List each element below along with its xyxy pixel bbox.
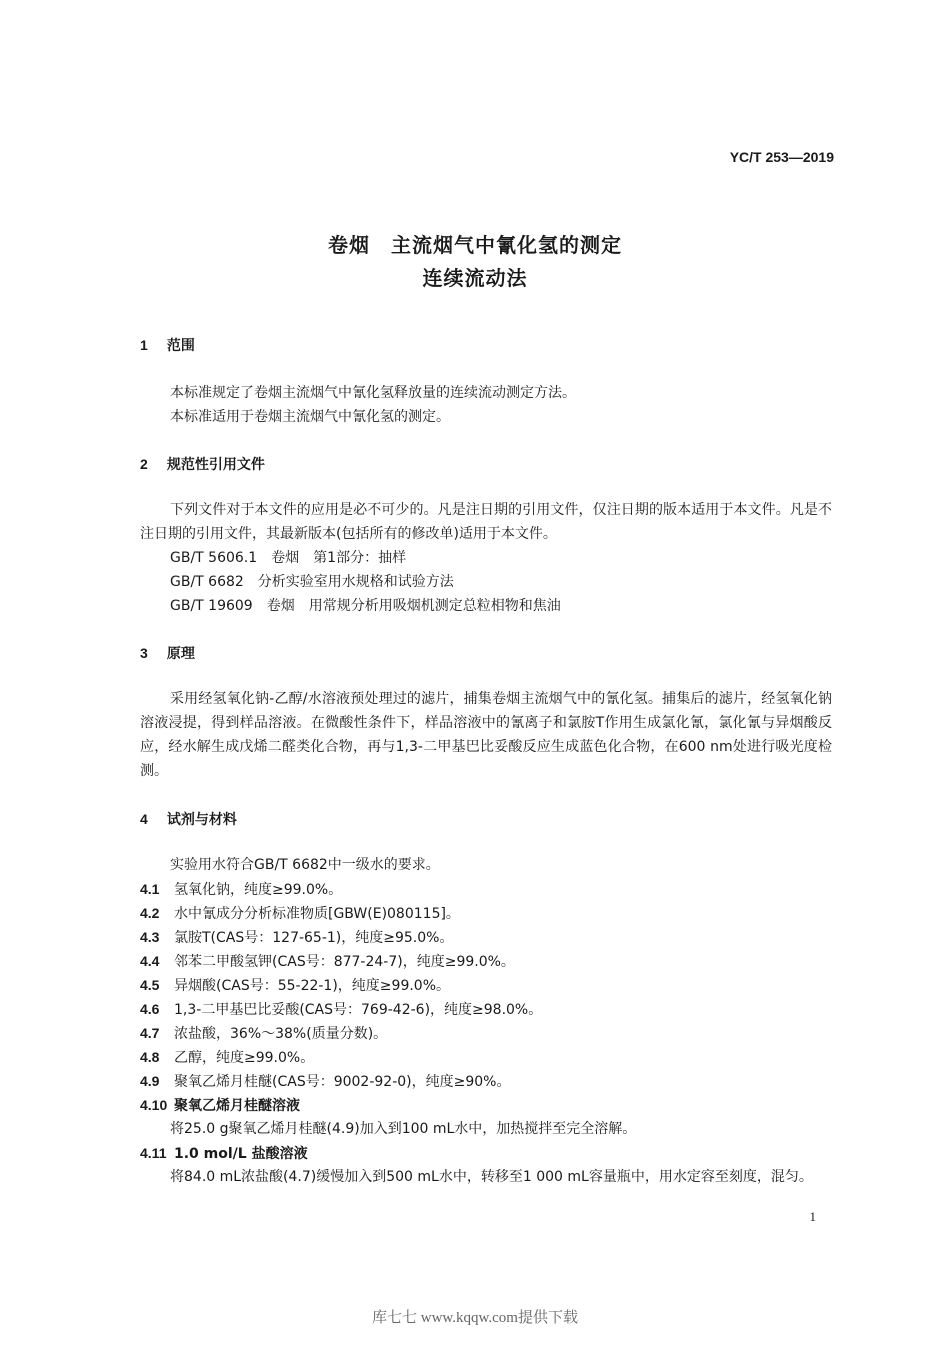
item-text: 氢氧化钠，纯度≥99.0%。 [174,882,343,898]
item-number: 4.10 [140,1097,168,1113]
section-title: 范围 [166,338,195,354]
scope-paragraph-2: 本标准适用于卷烟主流烟气中氰化氢的测定。 [170,409,450,425]
reagent-item [140,901,460,926]
reagent-item [140,949,515,974]
page-number: 1 [809,1209,816,1224]
section-1-heading [140,335,195,355]
reagent-item [140,1045,314,1070]
item-text: 氯胺T(CAS号：127-65-1)，纯度≥95.0%。 [174,930,454,946]
reference-item: GB/T 5606.1 卷烟 第1部分：抽样 [170,550,407,566]
section-title: 规范性引用文件 [166,457,265,473]
reagent-item [140,925,453,950]
reagents-intro: 实验用水符合GB/T 6682中一级水的要求。 [170,857,440,873]
item-number: 4.11 [140,1145,167,1161]
reagent-subheading [140,1093,300,1118]
download-watermark[interactable]: 库七七 www.kqqw.com提供下载 [372,1310,578,1326]
section-number: 4 [140,811,148,827]
item-number: 4.5 [140,977,160,993]
title-line-2: 连续流动法 [422,266,528,290]
section-number: 2 [140,456,148,472]
preparation-text: 将84.0 mL浓盐酸(4.7)缓慢加入到500 mL水中，转移至1 000 mL容量瓶中，用水定容至刻度，混匀。 [170,1169,813,1185]
item-number: 4.7 [140,1025,160,1041]
reagent-item [140,877,342,902]
section-title: 原理 [166,646,195,662]
item-text: 1,3-二甲基巴比妥酸(CAS号：769-42-6)，纯度≥98.0%。 [174,1002,543,1018]
section-3-heading [140,643,195,663]
document-code: YC/T 253—2019 [729,149,834,165]
item-text: 乙醇，纯度≥99.0%。 [174,1050,315,1066]
principle-text: 采用经氢氧化钠-乙醇/水溶液预处理过的滤片，捕集卷烟主流烟气中的氰化氢。捕集后的滤片，经氢氧化钠溶液浸提，得到样品溶液。在微酸性条件下，样品溶液中的氰离子和氯胺T作用生成氯化氰，氯化氰与异烟酸反应，经水解生成戊烯二醛类化合物，再与1,3-二甲基巴比妥酸反应生成蓝色化合物，在600 nm处进行吸光度检测。 [140,691,832,779]
reagent-subheading [140,1141,308,1166]
scope-paragraph-1: 本标准规定了卷烟主流烟气中氰化氢释放量的连续流动测定方法。 [170,385,576,401]
title-line-1: 卷烟 主流烟气中氰化氢的测定 [328,233,622,257]
item-number: 4.4 [140,953,160,969]
item-text: 聚氧乙烯月桂醚(CAS号：9002-92-0)，纯度≥90%。 [174,1074,511,1090]
reference-item: GB/T 6682 分析实验室用水规格和试验方法 [170,574,454,590]
section-number: 3 [140,645,148,661]
intro-text: 下列文件对于本文件的应用是必不可少的。凡是注日期的引用文件，仅注日期的版本适用于本文件。凡是不注日期的引用文件，其最新版本(包括所有的修改单)适用于本文件。 [140,502,832,542]
section-number: 1 [140,337,148,353]
reference-item: GB/T 19609 卷烟 用常规分析用吸烟机测定总粒相物和焦油 [170,598,561,614]
item-title: 聚氧乙烯月桂醚溶液 [174,1098,300,1114]
item-number: 4.8 [140,1049,160,1065]
item-number: 4.3 [140,929,160,945]
reagent-preparation [140,1165,832,1189]
item-number: 4.2 [140,905,160,921]
section-4-heading [140,809,237,829]
item-number: 4.9 [140,1073,160,1089]
item-number: 4.6 [140,1001,160,1017]
normative-references-intro [140,498,832,546]
reagent-preparation: 将25.0 g聚氧乙烯月桂醚(4.9)加入到100 mL水中，加热搅拌至完全溶解。 [170,1121,637,1137]
item-text: 浓盐酸，36%～38%(质量分数)。 [174,1026,388,1042]
item-text: 水中氰成分分析标准物质[GBW(E)080115]。 [174,906,460,922]
item-text: 邻苯二甲酸氢钾(CAS号：877-24-7)，纯度≥99.0%。 [174,954,515,970]
reagent-item [140,1069,510,1094]
reagent-item [140,997,542,1022]
section-2-heading [140,454,265,474]
item-title: 1.0 mol/L 盐酸溶液 [174,1146,308,1162]
reagent-item [140,1021,387,1046]
item-text: 异烟酸(CAS号：55-22-1)，纯度≥99.0%。 [174,978,451,994]
item-number: 4.1 [140,881,160,897]
principle-paragraph [140,687,832,783]
section-title: 试剂与材料 [166,812,237,828]
reagent-item [140,973,450,998]
